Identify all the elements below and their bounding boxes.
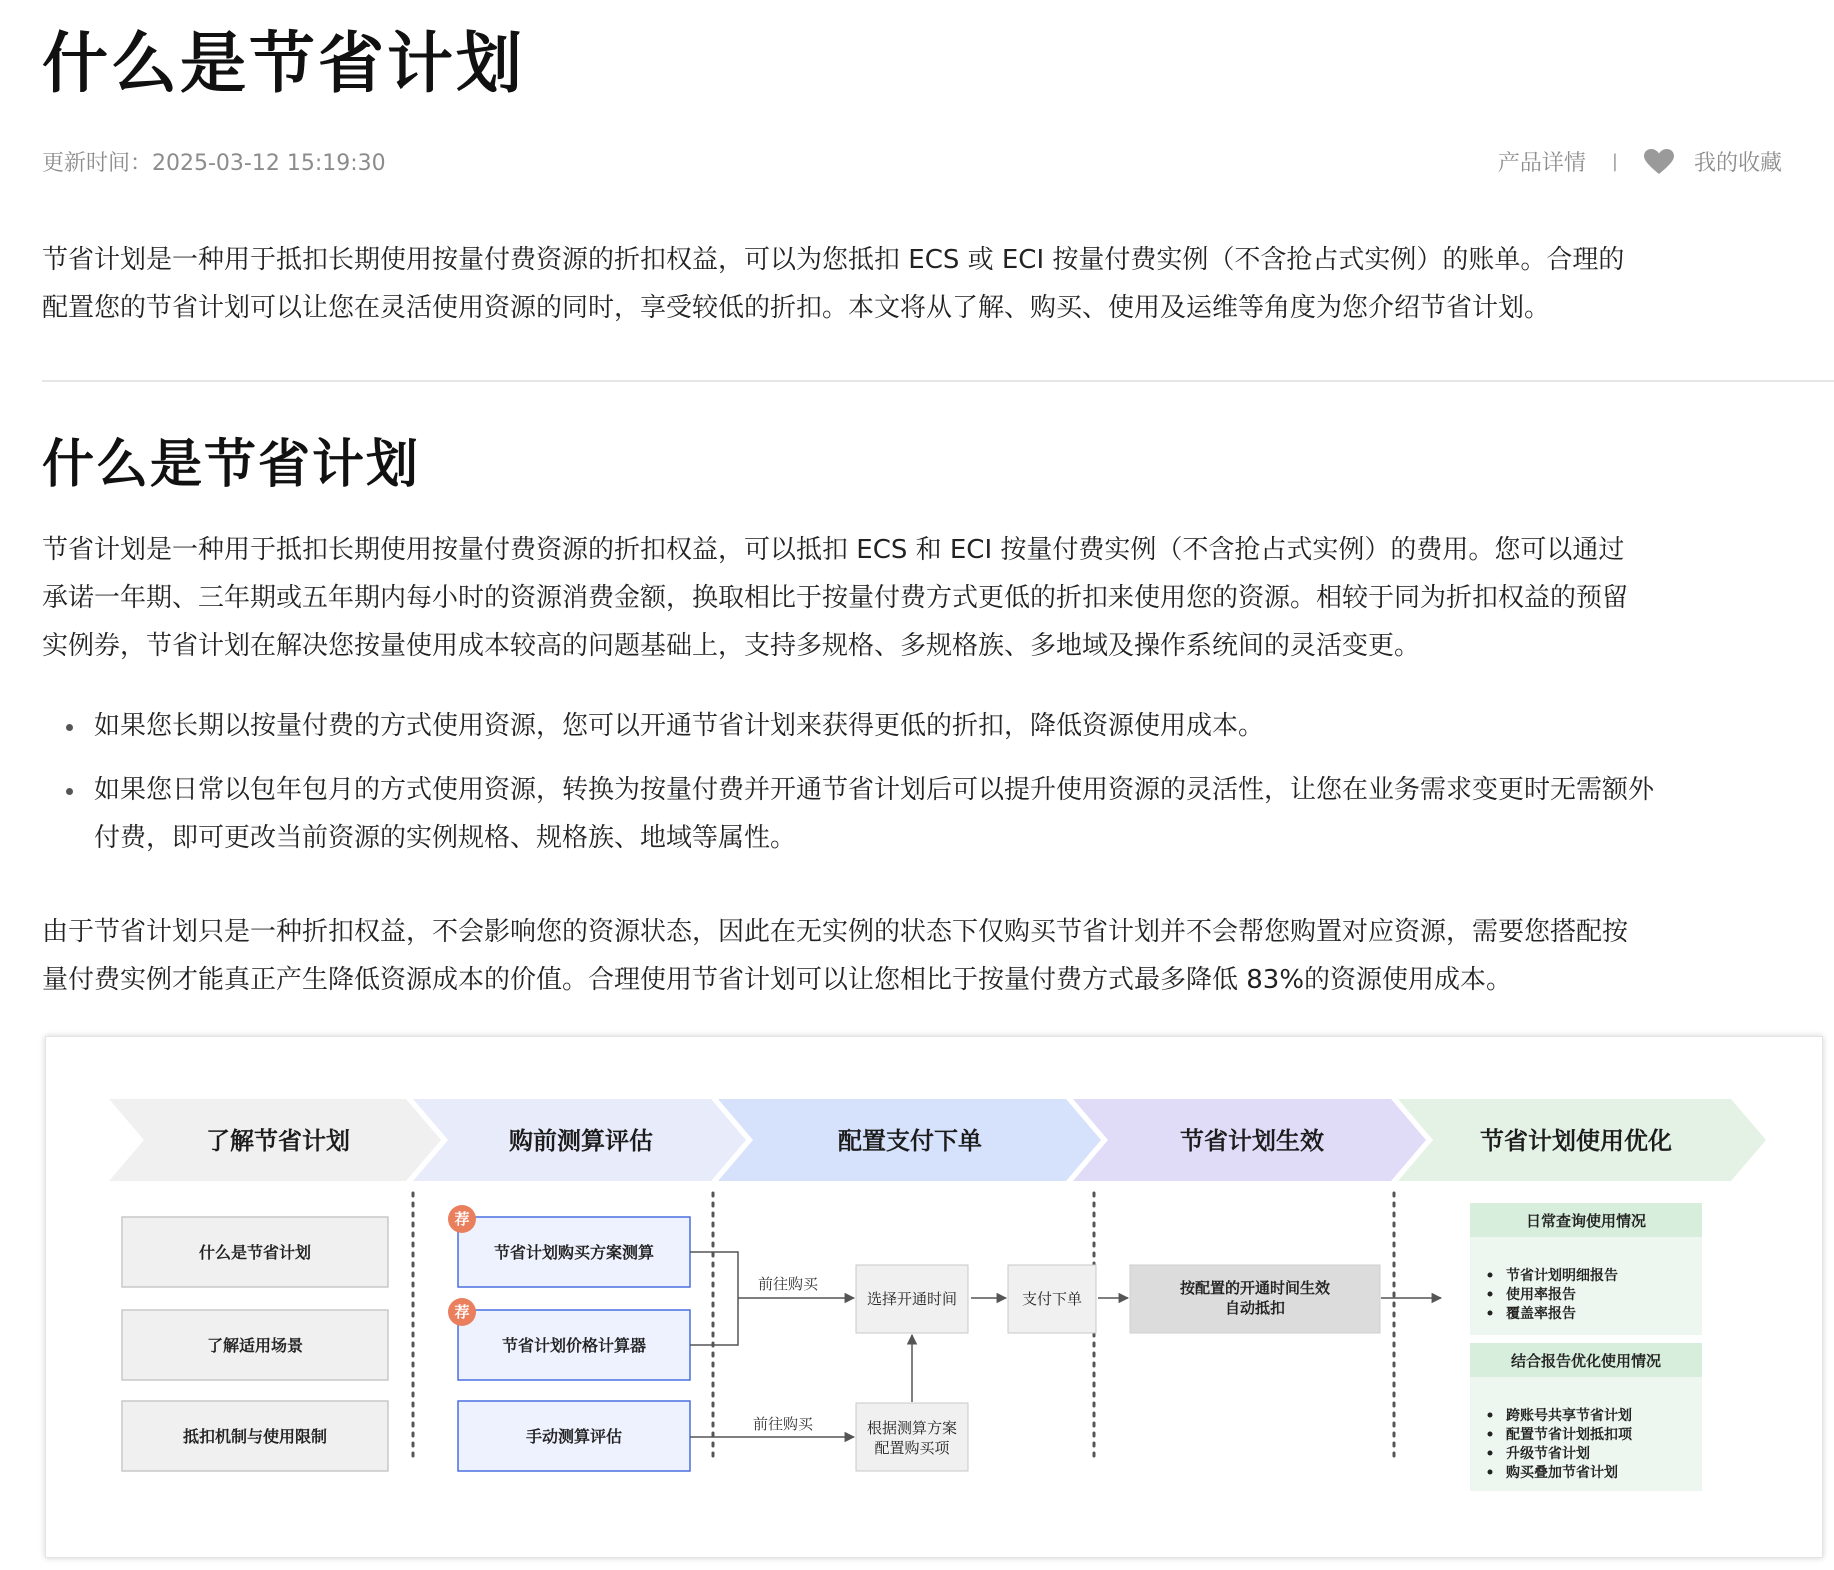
savings-plan-flow-diagram	[45, 1036, 1823, 1558]
optimize-panel-title: 结合报告优化使用情况	[1510, 1352, 1662, 1370]
optimize-item: 升级节省计划	[1506, 1446, 1590, 1462]
bullet-dot	[1488, 1273, 1493, 1278]
list-item-text: 如果您长期以按量付费的方式使用资源，您可以开通节省计划来获得更低的折扣，降低资源使用成本。	[94, 711, 1265, 741]
daily-item: 节省计划明细报告	[1506, 1268, 1618, 1284]
estimate-item-label: 节省计划价格计算器	[501, 1336, 647, 1355]
section-divider	[42, 380, 1834, 382]
stage-label: 了解节省计划	[206, 1127, 350, 1155]
bullet-dot	[1488, 1292, 1493, 1297]
estimate-item-label: 节省计划购买方案测算	[493, 1243, 655, 1262]
paragraph-line: 承诺一年期、三年期或五年期内每小时的资源消费金额，换取相比于按量付费方式更低的折扣来使用您的资源。相较于同为折扣权益的预留	[42, 583, 1629, 613]
buy-by-plan-label: 根据测算方案	[866, 1419, 958, 1437]
intro-line: 节省计划是一种用于抵扣长期使用按量付费资源的折扣权益，可以为您抵扣 ECS 或 ECI 按量付费实例（不含抢占式实例）的账单。合理的	[42, 245, 1625, 275]
daily-item: 使用率报告	[1506, 1287, 1576, 1303]
paragraph-line: 实例券，节省计划在解决您按量使用成本较高的问题基础上，支持多规格、多规格族、多地域及操作系统间的灵活变更。	[42, 631, 1421, 661]
meta-actions	[1498, 146, 1782, 177]
optimize-column	[1470, 1203, 1702, 1491]
effective-column	[1130, 1265, 1380, 1333]
scenario-list	[42, 702, 1834, 878]
paragraph-line: 量付费实例才能真正产生降低资源成本的价值。合理使用节省计划可以让您相比于按量付费方式最多降低 83%的资源使用成本。	[42, 965, 1513, 995]
my-favorites-link[interactable]: 我的收藏	[1693, 151, 1782, 176]
section-heading: 什么是节省计划	[42, 435, 421, 495]
list-item	[42, 702, 1834, 750]
estimate-item-label: 手动测算评估	[525, 1427, 623, 1446]
bullet-dot	[1488, 1311, 1493, 1316]
definition-paragraph	[42, 526, 1628, 670]
stage-label: 购前测算评估	[509, 1127, 653, 1155]
value-paragraph	[42, 908, 1628, 1004]
order-column	[856, 1265, 1096, 1471]
bullet-dot	[1488, 1432, 1493, 1437]
buy-by-plan-box	[856, 1403, 968, 1471]
go-buy-label: 前往购买	[757, 1275, 819, 1293]
bullet-dot	[1488, 1413, 1493, 1418]
go-buy-label: 前往购买	[752, 1415, 814, 1433]
optimize-item: 跨账号共享节省计划	[1506, 1408, 1632, 1424]
heart-icon[interactable]	[1644, 149, 1674, 175]
flow-diagram-svg	[46, 1037, 1822, 1557]
select-time-label: 选择开通时间	[866, 1290, 958, 1308]
list-item-text: 如果您日常以包年包月的方式使用资源，转换为按量付费并开通节省计划后可以提升使用资源的灵活性，让您在业务需求变更时无需额外	[94, 775, 1655, 805]
pay-order-label: 支付下单	[1021, 1290, 1083, 1308]
stage-label: 节省计划使用优化	[1480, 1127, 1672, 1155]
estimate-column	[448, 1205, 690, 1471]
page-title: 什么是节省计划	[42, 25, 525, 102]
update-time: 更新时间：2025-03-12 15:19:30	[42, 151, 386, 176]
daily-item: 覆盖率报告	[1506, 1306, 1576, 1322]
meta-bar	[42, 146, 1782, 176]
recommend-badge-text: 荐	[454, 1210, 470, 1228]
buy-by-plan-label: 配置购买项	[874, 1439, 950, 1457]
bullet-dot	[1488, 1470, 1493, 1475]
bullet-dot	[1488, 1451, 1493, 1456]
action-separator: |	[1611, 151, 1618, 172]
daily-panel-title: 日常查询使用情况	[1525, 1212, 1647, 1230]
paragraph-line: 节省计划是一种用于抵扣长期使用按量付费资源的折扣权益，可以抵扣 ECS 和 ECI 按量付费实例（不含抢占式实例）的费用。您可以通过	[42, 535, 1625, 565]
recommend-badge-text: 荐	[454, 1303, 470, 1321]
learn-item-label: 什么是节省计划	[198, 1243, 312, 1262]
stage-label: 配置支付下单	[838, 1127, 982, 1155]
stage-label: 节省计划生效	[1180, 1127, 1324, 1155]
paragraph-line: 由于节省计划只是一种折扣权益，不会影响您的资源状态，因此在无实例的状态下仅购买节省计划并不会帮您购置对应资源，需要您搭配按	[42, 917, 1629, 947]
learn-column	[122, 1217, 388, 1471]
list-item	[42, 766, 1834, 862]
effective-label: 按配置的开通时间生效	[1179, 1279, 1331, 1297]
optimize-item: 购买叠加节省计划	[1506, 1465, 1618, 1481]
product-detail-link[interactable]: 产品详情	[1497, 151, 1586, 176]
intro-line: 配置您的节省计划可以让您在灵活使用资源的同时，享受较低的折扣。本文将从了解、购买、使用及运维等角度为您介绍节省计划。	[42, 293, 1551, 323]
learn-item-label: 抵扣机制与使用限制	[182, 1427, 328, 1446]
intro-paragraph	[42, 236, 1624, 332]
list-item-text: 付费，即可更改当前资源的实例规格、规格族、地域等属性。	[94, 823, 797, 853]
effective-label: 自动抵扣	[1224, 1299, 1286, 1317]
optimize-item: 配置节省计划抵扣项	[1506, 1427, 1632, 1443]
learn-item-label: 了解适用场景	[206, 1336, 304, 1355]
